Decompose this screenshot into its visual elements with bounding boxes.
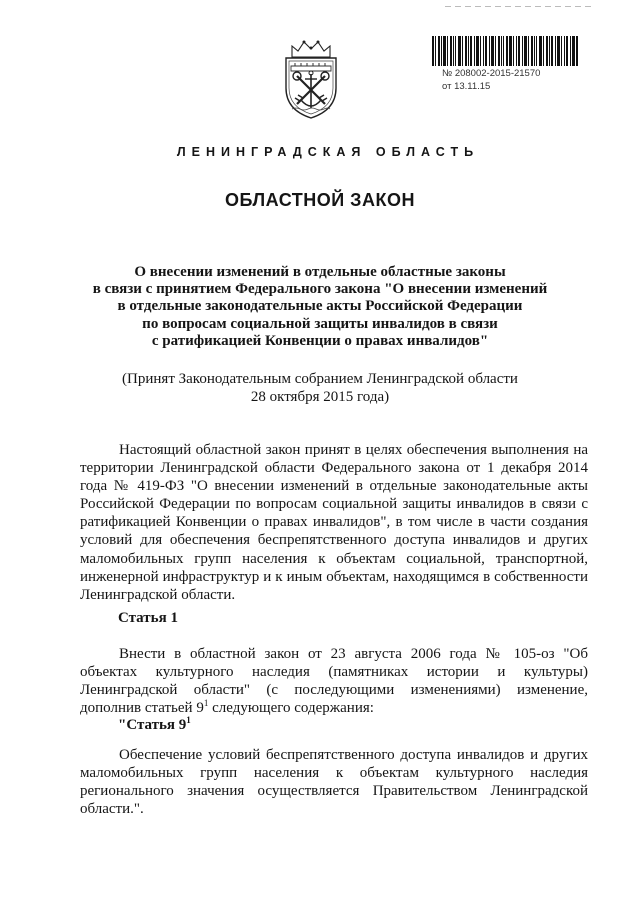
law-title-line: в отдельные законодательные акты Российской Федерации bbox=[117, 298, 523, 315]
superscript: 1 bbox=[203, 698, 209, 709]
law-title-line: О внесении изменений в отдельные областные законы bbox=[134, 264, 506, 280]
article-1-paragraph bbox=[80, 645, 588, 717]
region-name: ЛЕНИНГРАДСКАЯ ОБЛАСТЬ bbox=[176, 145, 480, 159]
document-type-heading: ОБЛАСТНОЙ ЗАКОН bbox=[225, 190, 415, 210]
adoption-note bbox=[40, 371, 600, 406]
adoption-note-line: (Принят Законодательным собранием Ленинградской области bbox=[122, 371, 518, 387]
law-title-line: с ратификацией Конвенции о правах инвалидов" bbox=[151, 332, 489, 349]
law-title-line: в связи с принятием Федерального закона "О внесении изменений bbox=[92, 281, 548, 298]
scan-artifact-line bbox=[445, 6, 595, 7]
law-title-line: по вопросам социальной защиты инвалидов в связи bbox=[142, 315, 498, 332]
preamble-paragraph: Настоящий областной закон принят в целях обеспечения выполнения на территории Ленинградской области Федерального закона от 1 декабря 2014 года № 419-ФЗ "О внесении изменений в отдельные законодательные акты Российской Федерации по вопросам социальной защиты инвалидов в связи с ратификацией Конвенции о правах инвалидов", в том числе в части создания условий для обеспечения беспрепятственного доступа инвалидов и других маломобильных групп населения к объектам социальной, транспортной, инженерной инфраструктур и к иным объектам, находящимся в собственности Ленинградской области. bbox=[80, 442, 588, 603]
law-title bbox=[40, 264, 600, 350]
barcode bbox=[432, 36, 578, 66]
coat-of-arms-emblem bbox=[282, 38, 340, 120]
registration-number: № 208002-2015-21570 bbox=[442, 68, 541, 79]
article-1-text-end: следующего содержания: bbox=[208, 700, 374, 717]
superscript: 1 bbox=[186, 715, 191, 725]
registration-date: от 13.11.15 bbox=[442, 81, 491, 92]
adoption-note-line: 28 октября 2015 года) bbox=[250, 388, 390, 405]
new-article-heading bbox=[118, 717, 191, 734]
new-article-paragraph: Обеспечение условий беспрепятственного доступа инвалидов и других маломобильных групп населения к объектам культурного наследия регионального значения осуществляется Правительством Ленинградской области.". bbox=[80, 747, 588, 818]
new-article-heading-text: "Статья 9 bbox=[118, 717, 187, 733]
article-1-text: Внести в областной закон от 23 августа 2006 года № 105-оз "Об объектах культурного наследия (памятниках истории и культуры) Ленинградской области" (с последующими изменениями) изменение, дополнив статьей 9 bbox=[80, 646, 588, 717]
article-1-heading: Статья 1 bbox=[118, 610, 178, 626]
